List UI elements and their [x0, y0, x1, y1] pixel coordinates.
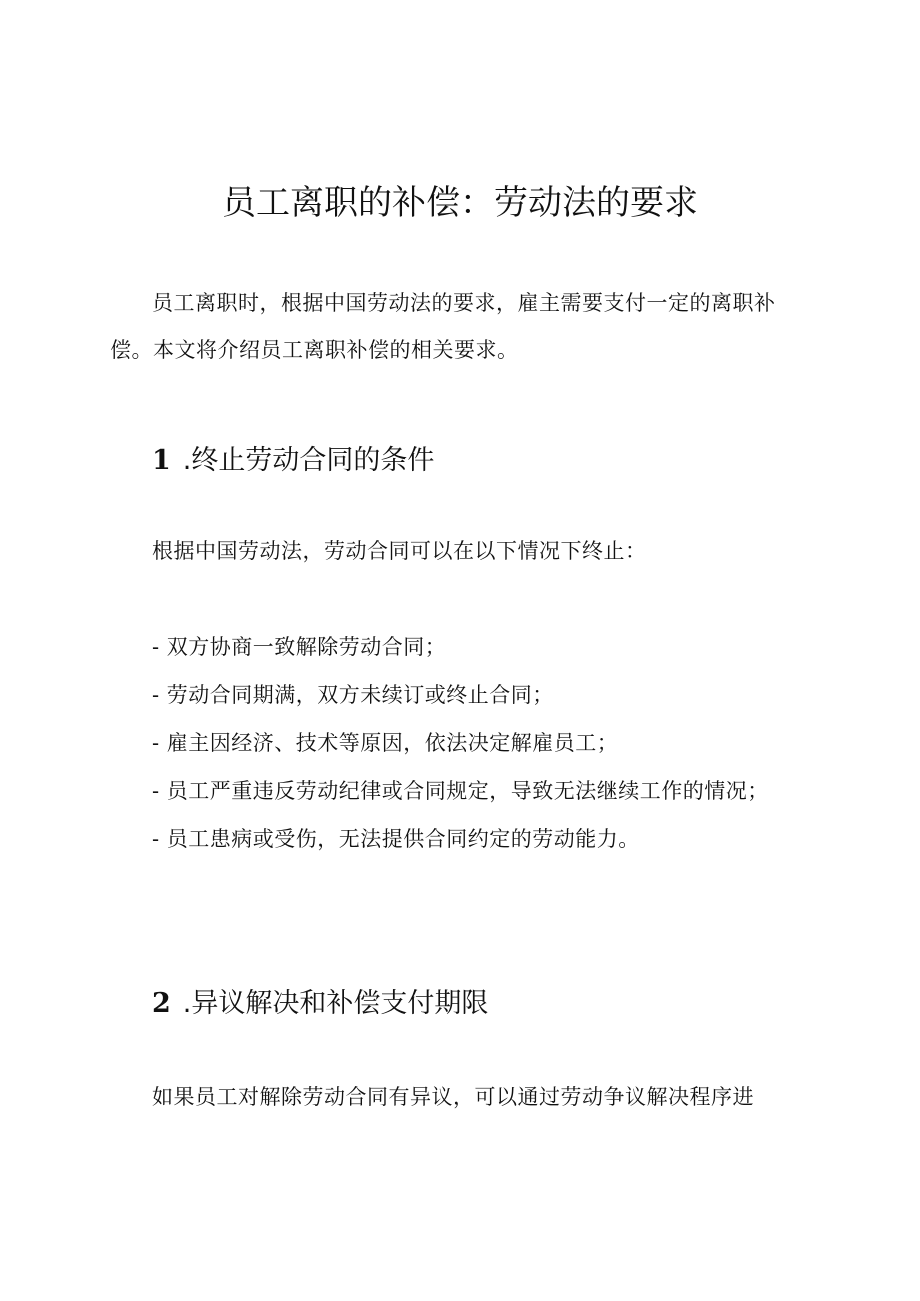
section-1-number: 1 [152, 445, 171, 476]
intro-paragraph: 员工离职时，根据中国劳动法的要求，雇主需要支付一定的离职补偿。本文将介绍员工离职补偿的相关要求。 [110, 291, 776, 362]
section-2-title: .异议解决和补偿支付期限 [182, 988, 489, 1019]
list-item: - 劳动合同期满，双方未续订或终止合同； [152, 683, 554, 707]
section-1-lead: 根据中国劳动法，劳动合同可以在以下情况下终止： [152, 539, 647, 563]
termination-conditions-list [110, 623, 810, 863]
list-item: - 员工严重违反劳动纪律或合同规定，导致无法继续工作的情况； [152, 779, 769, 803]
list-item: - 双方协商一致解除劳动合同； [152, 635, 447, 659]
list-item: - 员工患病或受伤，无法提供合同约定的劳动能力。 [152, 827, 640, 851]
section-1-heading [152, 441, 434, 481]
section-2-lead: 如果员工对解除劳动合同有异议，可以通过劳动争议解决程序进 [152, 1085, 754, 1109]
list-item: - 雇主因经济、技术等原因，依法决定解雇员工； [152, 731, 619, 755]
document-title: 员工离职的补偿：劳动法的要求 [222, 183, 698, 223]
section-2-heading [152, 984, 488, 1024]
section-1-title: .终止劳动合同的条件 [182, 445, 435, 476]
section-2-number: 2 [152, 988, 171, 1019]
